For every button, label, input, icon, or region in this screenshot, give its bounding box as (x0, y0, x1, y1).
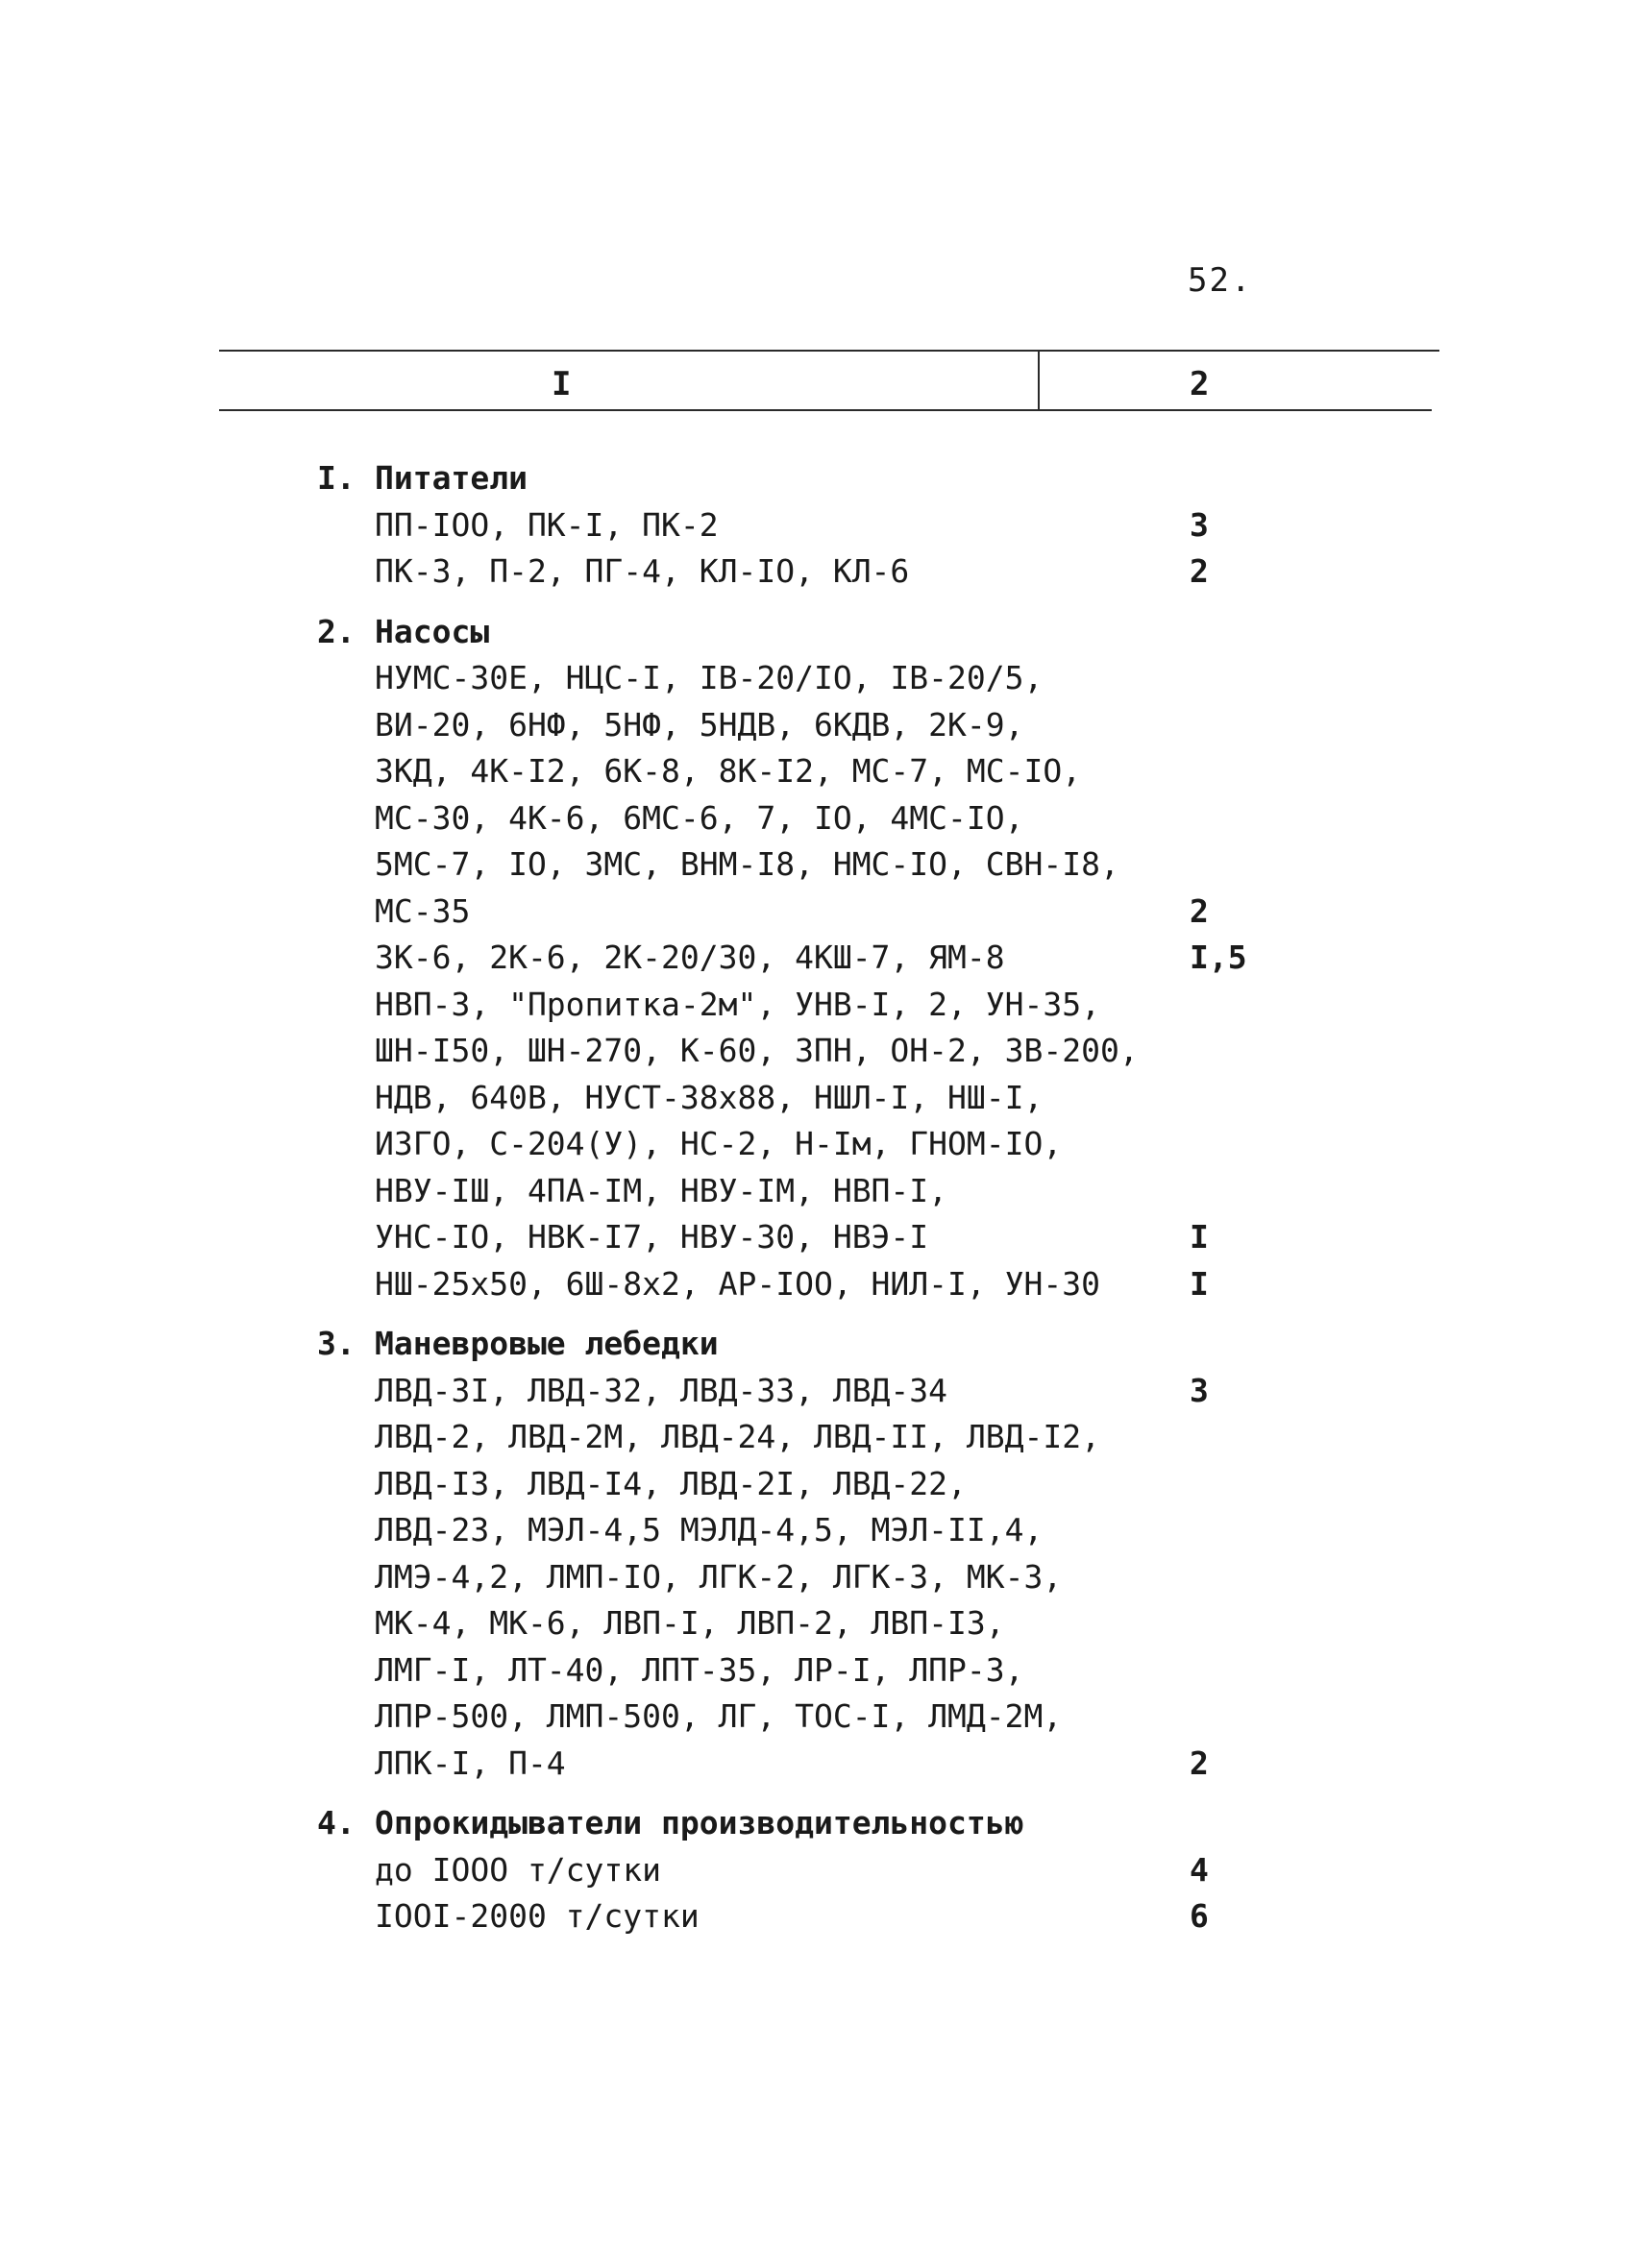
section-number: I. (317, 459, 356, 497)
table-row (0, 1845, 1646, 1892)
table-row (0, 1412, 1646, 1459)
equipment-list: 5МС-7, IO, 3МС, ВНМ-I8, НМС-IO, СВН-I8, (375, 845, 1119, 883)
equipment-list: НВУ-IШ, 4ПА-IМ, НВУ-IМ, НВП-I, (375, 1171, 948, 1209)
equipment-list: 3КД, 4К-I2, 6К-8, 8К-I2, МС-7, МС-IO, (375, 752, 1082, 790)
table-row (0, 1552, 1646, 1599)
table-row (0, 1598, 1646, 1646)
equipment-list: ЛВД-I3, ЛВД-I4, ЛВД-2I, ЛВД-22, (375, 1464, 967, 1502)
row-value: I (1190, 1218, 1209, 1256)
row-value: 2 (1190, 552, 1209, 590)
equipment-list: ЛПР-500, ЛМП-500, ЛГ, ТОС-I, ЛМД-2М, (375, 1697, 1063, 1735)
row-value: I (1190, 1264, 1209, 1303)
equipment-list: МК-4, МК-6, ЛВП-I, ЛВП-2, ЛВП-I3, (375, 1604, 1005, 1642)
table-top-rule (219, 350, 1439, 352)
column-header-2: 2 (1190, 365, 1210, 403)
equipment-list: НВП-3, "Пропитка-2м", УНВ-I, 2, УН-35, (375, 985, 1100, 1023)
table-row (0, 1505, 1646, 1552)
table-row (0, 1073, 1646, 1120)
row-value: 2 (1190, 1744, 1209, 1782)
equipment-list: ПК-3, П-2, ПГ-4, КЛ-IO, КЛ-6 (375, 552, 910, 590)
table-row (0, 793, 1646, 841)
table-row (0, 1646, 1646, 1693)
page-number: 52. (1188, 261, 1253, 300)
equipment-list: ШН-I50, ШН-270, К-60, 3ПН, ОН-2, 3В-200, (375, 1032, 1139, 1069)
row-value: 6 (1190, 1897, 1209, 1935)
table-row (0, 887, 1646, 934)
section-title: Маневровые лебедки (375, 1325, 719, 1362)
table-row (0, 700, 1646, 747)
section-2 (0, 607, 1646, 1306)
section-heading (0, 453, 1646, 500)
table-row (0, 1366, 1646, 1413)
equipment-list: ЛВД-2, ЛВД-2М, ЛВД-24, ЛВД-II, ЛВД-I2, (375, 1418, 1100, 1455)
table-row (0, 1459, 1646, 1506)
row-value: 2 (1190, 891, 1209, 930)
table-row (0, 653, 1646, 700)
table-row (0, 1212, 1646, 1259)
equipment-list: ЛМЭ-4,2, ЛМП-IO, ЛГК-2, ЛГК-3, МК-3, (375, 1557, 1063, 1596)
section-3 (0, 1319, 1646, 1785)
row-value: 4 (1190, 1850, 1209, 1889)
column-header-1: I (552, 365, 572, 403)
column-divider (1038, 350, 1040, 411)
equipment-list: ИЗГО, С-204(У), НС-2, Н-Iм, ГНОМ-IO, (375, 1125, 1063, 1162)
equipment-list: ВИ-20, 6НФ, 5НФ, 5НДВ, 6КДВ, 2К-9, (375, 705, 1024, 744)
table-row (0, 1259, 1646, 1306)
equipment-list: НУМС-30Е, НЦС-I, IВ-20/IO, IВ-20/5, (375, 659, 1044, 696)
table-body (0, 453, 1646, 1952)
equipment-list: МС-30, 4К-6, 6МС-6, 7, IO, 4МС-IO, (375, 798, 1024, 837)
table-row (0, 980, 1646, 1027)
equipment-list: НШ-25х50, 6Ш-8х2, АР-IOO, НИЛ-I, УН-30 (375, 1264, 1100, 1303)
section-title: Опрокидыватели производительностью (375, 1804, 1024, 1841)
section-number: 3. (317, 1325, 356, 1362)
section-1 (0, 453, 1646, 594)
equipment-list: ЛПК-I, П-4 (375, 1744, 566, 1782)
row-value: 3 (1190, 505, 1209, 544)
table-row (0, 933, 1646, 980)
equipment-list: IOOI-2000 т/сутки (375, 1897, 700, 1935)
table-row (0, 1692, 1646, 1739)
equipment-list: НДВ, 640В, НУСТ-38х88, НШЛ-I, НШ-I, (375, 1078, 1044, 1116)
section-heading (0, 1798, 1646, 1845)
table-row (0, 547, 1646, 594)
table-row (0, 746, 1646, 793)
equipment-list: МС-35 (375, 891, 471, 930)
equipment-list: ЛВД-23, МЭЛ-4,5 МЭЛД-4,5, МЭЛ-II,4, (375, 1511, 1044, 1549)
table-row (0, 1891, 1646, 1939)
equipment-list: УНС-IO, НВК-I7, НВУ-30, НВЭ-I (375, 1218, 929, 1256)
row-value: 3 (1190, 1371, 1209, 1409)
section-title: Насосы (375, 612, 490, 650)
equipment-list: ПП-IOO, ПК-I, ПК-2 (375, 505, 719, 544)
section-title: Питатели (375, 459, 528, 497)
table-row (0, 1739, 1646, 1786)
equipment-list: ЛМГ-I, ЛТ-40, ЛПТ-35, ЛР-I, ЛПР-3, (375, 1650, 1024, 1689)
equipment-list: ЛВД-3I, ЛВД-32, ЛВД-33, ЛВД-34 (375, 1371, 948, 1409)
equipment-list: до IOOO т/сутки (375, 1850, 662, 1889)
table-row (0, 500, 1646, 548)
table-row (0, 1166, 1646, 1213)
section-number: 2. (317, 612, 356, 650)
section-heading (0, 607, 1646, 654)
equipment-list: 3К-6, 2К-6, 2К-20/30, 4КШ-7, ЯМ-8 (375, 939, 1005, 976)
section-4 (0, 1798, 1646, 1939)
section-heading (0, 1319, 1646, 1366)
table-row (0, 1026, 1646, 1073)
row-value: I,5 (1190, 939, 1247, 976)
table-header-rule (219, 409, 1432, 411)
table-row (0, 1119, 1646, 1166)
table-row (0, 840, 1646, 887)
section-number: 4. (317, 1804, 356, 1841)
